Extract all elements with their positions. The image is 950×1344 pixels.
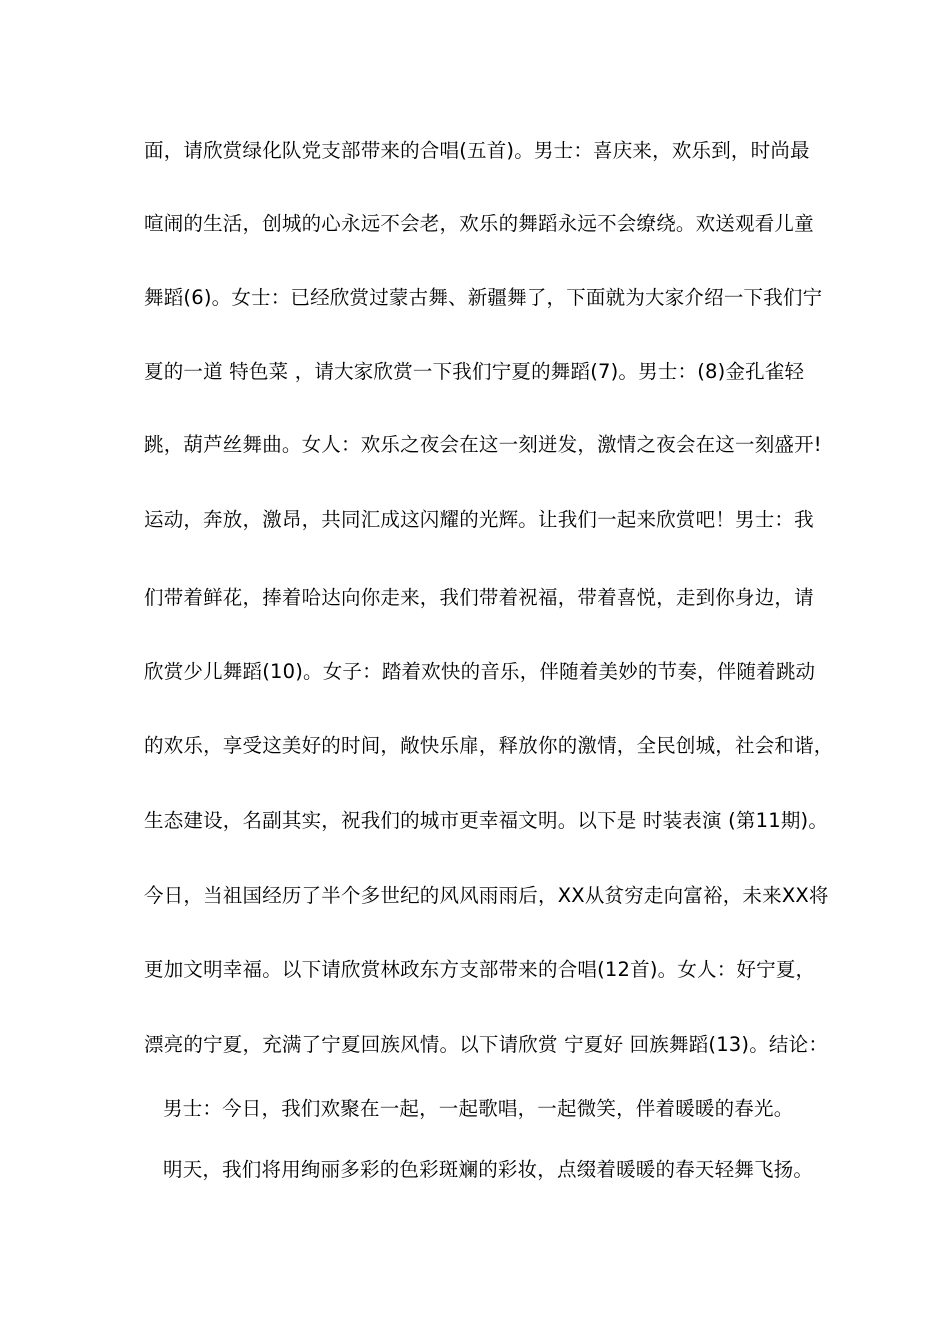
text-line: 今日，当祖国经历了半个多世纪的风风雨雨后，XX从贫穷走向富裕，未来XX将 bbox=[144, 884, 829, 907]
text-line: 跳，葫芦丝舞曲。女人：欢乐之夜会在这一刻迸发，激情之夜会在这一刻盛开! bbox=[144, 433, 822, 456]
text-line: 生态建设，名副其实，祝我们的城市更幸福文明。以下是 时装表演 (第11期)。 bbox=[144, 809, 829, 832]
text-line: 明天，我们将用绚丽多彩的色彩斑斓的彩妆，点缀着暖暖的春天轻舞飞扬。 bbox=[163, 1158, 814, 1181]
text-line: 面，请欣赏绿化队党支部带来的合唱(五首)。男士：喜庆来，欢乐到，时尚最 bbox=[144, 139, 810, 162]
text-line: 漂亮的宁夏，充满了宁夏回族风情。以下请欣赏 宁夏好 回族舞蹈(13)。结论： bbox=[144, 1033, 829, 1056]
text-line: 舞蹈(6)。女士：已经欣赏过蒙古舞、新疆舞了，下面就为大家介绍一下我们宁 bbox=[144, 286, 823, 309]
text-line: 的欢乐，享受这美好的时间，敞快乐扉，释放你的激情，全民创城，社会和谐， bbox=[144, 734, 834, 757]
text-line: 男士：今日，我们欢聚在一起，一起歌唱，一起微笑，伴着暖暖的春光。 bbox=[163, 1097, 794, 1120]
text-line: 更加文明幸福。以下请欣赏林政东方支部带来的合唱(12首)。女人：好宁夏， bbox=[144, 958, 816, 981]
text-line: 运动，奔放，激昂，共同汇成这闪耀的光辉。让我们一起来欣赏吧！男士：我 bbox=[144, 508, 814, 531]
text-line: 夏的一道 特色菜 ，请大家欣赏一下我们宁夏的舞蹈(7)。男士：(8)金孔雀轻 bbox=[144, 360, 805, 383]
text-line: 喧闹的生活，创城的心永远不会老，欢乐的舞蹈永远不会缭绕。欢送观看儿童 bbox=[144, 212, 814, 235]
text-line: 欣赏少儿舞蹈(10)。女子：踏着欢快的音乐，伴随着美妙的节奏，伴随着跳动 bbox=[144, 660, 816, 683]
text-line: 们带着鲜花，捧着哈达向你走来，我们带着祝福，带着喜悦，走到你身边，请 bbox=[144, 586, 814, 609]
